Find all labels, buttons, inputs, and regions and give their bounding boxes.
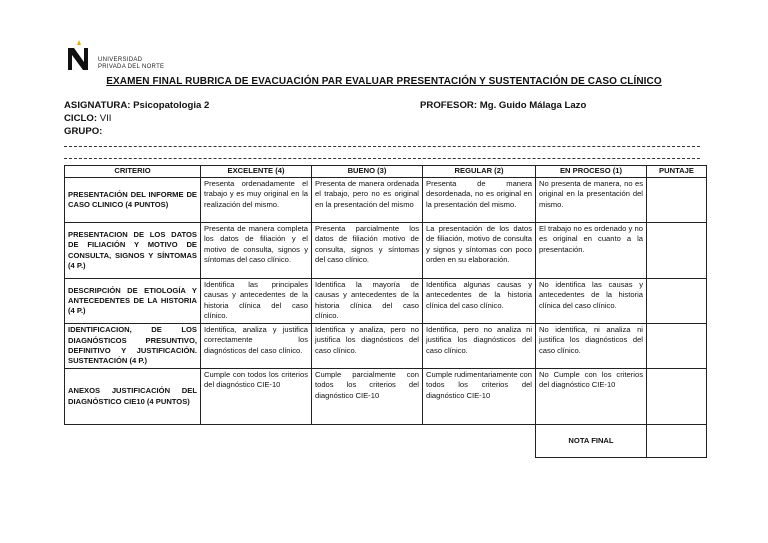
excelente-cell: Identifica, analiza y justifica correctamente los diagnósticos del caso clínico. [201,324,312,369]
asignatura-label: ASIGNATURA: [64,100,131,111]
en-proceso-cell: No identifica las causas y antecedentes de la historia clínica del caso clínico. [536,279,647,324]
ciclo-line [64,112,111,125]
regular-cell: Cumple rudimentariamente con todos los criterios del diagnóstico CIE-10 [423,369,536,425]
en-proceso-cell: El trabajo no es ordenado y no es original en cuanto a la presentación. [536,223,647,279]
rubric-table [64,165,707,458]
table-row [65,279,707,324]
nota-final-label: NOTA FINAL [536,425,647,458]
excelente-cell: Presenta de manera completa los datos de filiación y el motivo de consulta, signos y síntomas del caso clínico. [201,223,312,279]
table-header-row [65,166,707,178]
header-en-proceso: EN PROCESO (1) [536,166,647,178]
table-row [65,369,707,425]
puntaje-cell[interactable] [647,369,707,425]
grupo-label: GRUPO: [64,126,103,137]
criterio-cell: ANEXOS JUSTIFICACIÓN DEL DIAGNÓSTICO CIE10 (4 PUNTOS) [65,369,201,425]
header-puntaje: PUNTAJE [647,166,707,178]
puntaje-cell[interactable] [647,324,707,369]
en-proceso-cell: No presenta de manera, no es original en la presentación del mismo. [536,178,647,223]
puntaje-cell[interactable] [647,178,707,223]
bueno-cell: Identifica y analiza, pero no justifica los diagnósticos del caso clínico. [312,324,423,369]
nota-final-row [65,425,707,458]
bueno-cell: Identifica la mayoría de causas y antecedentes de la historia clínica del caso clínico. [312,279,423,324]
asignatura-value: Psicopatologia 2 [133,100,210,111]
header-bueno: BUENO (3) [312,166,423,178]
regular-cell: Presenta de manera desordenada, no es original en la presentación del mismo. [423,178,536,223]
header-regular: REGULAR (2) [423,166,536,178]
regular-cell: Identifica algunas causas y antecedentes de la historia clínica del caso clínico. [423,279,536,324]
criterio-cell: IDENTIFICACION, DE LOS DIAGNÓSTICOS PRESUNTIVO, DEFINITIVO Y JUSTIFICACIÓN. SUSTENTACIÓN (4 P.) [65,324,201,369]
table-row [65,223,707,279]
dashed-separator-1 [64,146,700,147]
upn-logo-icon [66,40,92,70]
nota-final-value[interactable] [647,425,707,458]
en-proceso-cell: No identifica, ni analiza ni justifica los diagnósticos del caso clínico. [536,324,647,369]
excelente-cell: Presenta ordenadamente el trabajo y es muy original en la realización del mismo. [201,178,312,223]
bueno-cell: Presenta de manera ordenada el trabajo, pero no es original en la presentación del mismo [312,178,423,223]
criterio-cell: PRESENTACIÓN DEL INFORME DE CASO CLINICO (4 PUNTOS) [65,178,201,223]
university-name-line1: UNIVERSIDAD [98,57,143,63]
profesor-line [420,99,586,112]
header-excelente: EXCELENTE (4) [201,166,312,178]
document-title: EXAMEN FINAL RUBRICA DE EVACUACIÓN PAR EVALUAR PRESENTACIÓN Y SUSTENTACIÓN DE CASO CLÍNICO [106,76,662,87]
puntaje-cell[interactable] [647,223,707,279]
criterio-cell: DESCRIPCIÓN DE ETIOLOGÍA Y ANTECEDENTES DE LA HISTORIA (4 P.) [65,279,201,324]
profesor-label: PROFESOR: [420,100,478,111]
university-logo [66,38,216,72]
grupo-line [64,125,102,138]
header-criterio: CRITERIO [65,166,201,178]
puntaje-cell[interactable] [647,279,707,324]
excelente-cell: Cumple con todos los criterios del diagnóstico CIE-10 [201,369,312,425]
asignatura-line [64,99,209,112]
bueno-cell: Presenta parcialmente los datos de filiación motivo de consulta, signos y síntomas del caso clínico. [312,223,423,279]
en-proceso-cell: No Cumple con los criterios del diagnóstico CIE-10 [536,369,647,425]
ciclo-label: CICLO: [64,113,98,124]
profesor-value: Mg. Guido Málaga Lazo [479,100,587,111]
regular-cell: Identifica, pero no analiza ni justifica los diagnósticos del caso clínico. [423,324,536,369]
regular-cell: La presentación de los datos de filiación, motivo de consulta y signos y síntomas con poco orden en su elaboración. [423,223,536,279]
criterio-cell: PRESENTACION DE LOS DATOS DE FILIACIÓN Y MOTIVO DE CONSULTA, SIGNOS Y SÍNTOMAS (4 P.) [65,223,201,279]
university-name [98,57,164,71]
excelente-cell: Identifica las principales causas y antecedentes de la historia clínica del caso clínico. [201,279,312,324]
table-row [65,178,707,223]
bueno-cell: Cumple parcialmente con todos los criterios del diagnóstico CIE-10 [312,369,423,425]
dashed-separator-2 [64,158,700,159]
university-name-line2: PRIVADA DEL NORTE [98,64,165,70]
table-row [65,324,707,369]
ciclo-value: VII [99,113,112,124]
